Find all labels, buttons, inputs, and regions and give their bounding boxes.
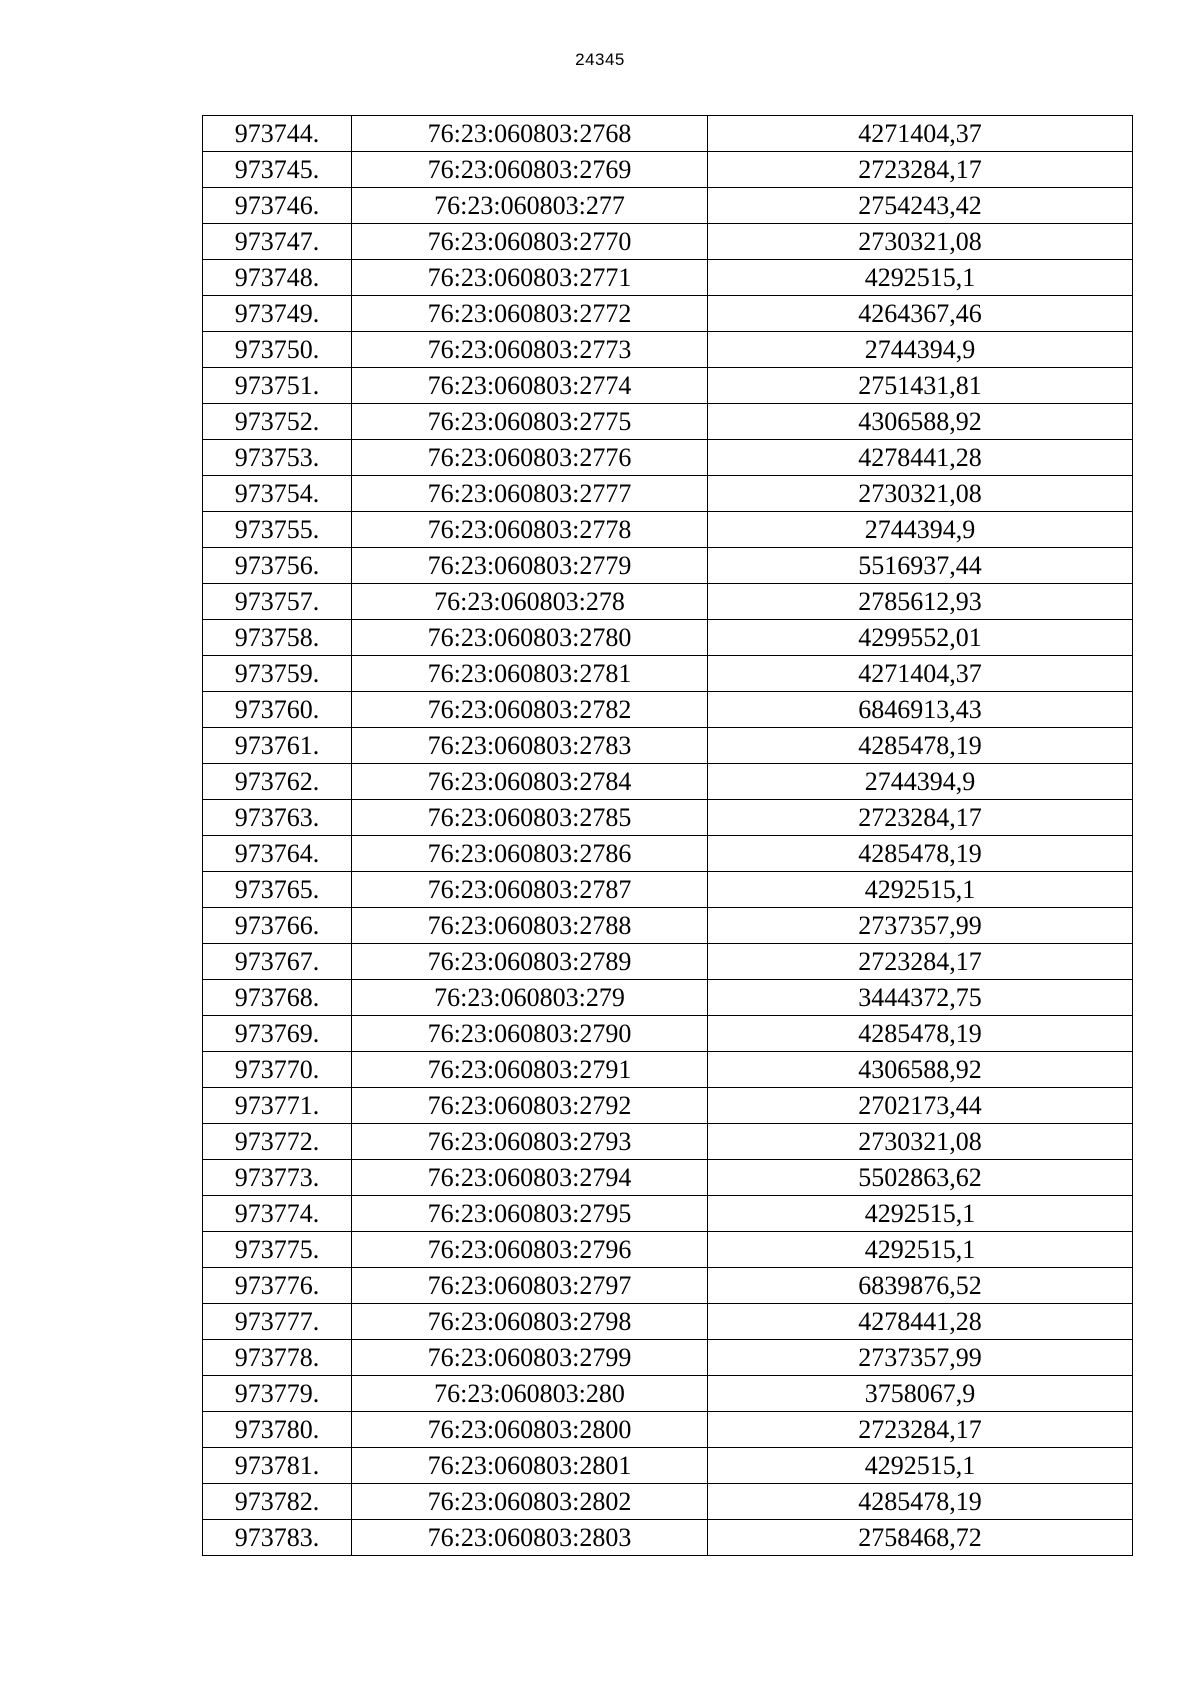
cadastral-number-cell: 76:23:060803:2797 bbox=[352, 1268, 708, 1304]
cadastral-value-table bbox=[202, 115, 1133, 1556]
cadastral-value-cell: 2730321,08 bbox=[708, 224, 1133, 260]
table-row bbox=[203, 584, 1133, 620]
cadastral-number-cell: 76:23:060803:2781 bbox=[352, 656, 708, 692]
cadastral-number-cell: 76:23:060803:2786 bbox=[352, 836, 708, 872]
cadastral-number-cell: 76:23:060803:2792 bbox=[352, 1088, 708, 1124]
cadastral-value-cell: 2737357,99 bbox=[708, 908, 1133, 944]
table-row bbox=[203, 1160, 1133, 1196]
cadastral-number-cell: 76:23:060803:2788 bbox=[352, 908, 708, 944]
table-row bbox=[203, 368, 1133, 404]
cadastral-value-cell: 2744394,9 bbox=[708, 332, 1133, 368]
row-number-cell: 973753. bbox=[203, 440, 352, 476]
table-row bbox=[203, 1088, 1133, 1124]
cadastral-number-cell: 76:23:060803:2779 bbox=[352, 548, 708, 584]
cadastral-number-cell: 76:23:060803:2803 bbox=[352, 1520, 708, 1556]
row-number-cell: 973755. bbox=[203, 512, 352, 548]
row-number-cell: 973778. bbox=[203, 1340, 352, 1376]
cadastral-value-cell: 4271404,37 bbox=[708, 116, 1133, 152]
table-row bbox=[203, 1520, 1133, 1556]
table-row bbox=[203, 1052, 1133, 1088]
row-number-cell: 973757. bbox=[203, 584, 352, 620]
cadastral-value-cell: 4292515,1 bbox=[708, 1448, 1133, 1484]
page-number: 24345 bbox=[575, 50, 625, 69]
row-number-cell: 973762. bbox=[203, 764, 352, 800]
cadastral-value-cell: 4278441,28 bbox=[708, 1304, 1133, 1340]
table-row bbox=[203, 1196, 1133, 1232]
cadastral-value-cell: 4292515,1 bbox=[708, 1232, 1133, 1268]
table-row bbox=[203, 512, 1133, 548]
cadastral-value-cell: 4285478,19 bbox=[708, 1484, 1133, 1520]
table-row bbox=[203, 872, 1133, 908]
row-number-cell: 973752. bbox=[203, 404, 352, 440]
cadastral-number-cell: 76:23:060803:279 bbox=[352, 980, 708, 1016]
table-row bbox=[203, 1016, 1133, 1052]
row-number-cell: 973765. bbox=[203, 872, 352, 908]
table-body bbox=[203, 116, 1133, 1556]
cadastral-number-cell: 76:23:060803:2791 bbox=[352, 1052, 708, 1088]
table-row bbox=[203, 944, 1133, 980]
table-row bbox=[203, 188, 1133, 224]
table-row bbox=[203, 728, 1133, 764]
cadastral-number-cell: 76:23:060803:2772 bbox=[352, 296, 708, 332]
row-number-cell: 973759. bbox=[203, 656, 352, 692]
row-number-cell: 973751. bbox=[203, 368, 352, 404]
cadastral-number-cell: 76:23:060803:2775 bbox=[352, 404, 708, 440]
table-row bbox=[203, 332, 1133, 368]
row-number-cell: 973760. bbox=[203, 692, 352, 728]
cadastral-value-cell: 4292515,1 bbox=[708, 260, 1133, 296]
cadastral-number-cell: 76:23:060803:2768 bbox=[352, 116, 708, 152]
cadastral-value-cell: 2751431,81 bbox=[708, 368, 1133, 404]
table-row bbox=[203, 152, 1133, 188]
cadastral-value-cell: 6839876,52 bbox=[708, 1268, 1133, 1304]
table-row bbox=[203, 1124, 1133, 1160]
cadastral-number-cell: 76:23:060803:2789 bbox=[352, 944, 708, 980]
cadastral-number-cell: 76:23:060803:2796 bbox=[352, 1232, 708, 1268]
row-number-cell: 973746. bbox=[203, 188, 352, 224]
cadastral-value-cell: 6846913,43 bbox=[708, 692, 1133, 728]
table-row bbox=[203, 404, 1133, 440]
table-row bbox=[203, 692, 1133, 728]
cadastral-value-cell: 4299552,01 bbox=[708, 620, 1133, 656]
cadastral-value-cell: 4278441,28 bbox=[708, 440, 1133, 476]
row-number-cell: 973773. bbox=[203, 1160, 352, 1196]
cadastral-number-cell: 76:23:060803:2778 bbox=[352, 512, 708, 548]
row-number-cell: 973783. bbox=[203, 1520, 352, 1556]
row-number-cell: 973770. bbox=[203, 1052, 352, 1088]
cadastral-number-cell: 76:23:060803:280 bbox=[352, 1376, 708, 1412]
table-row bbox=[203, 980, 1133, 1016]
cadastral-number-cell: 76:23:060803:2771 bbox=[352, 260, 708, 296]
cadastral-number-cell: 76:23:060803:2785 bbox=[352, 800, 708, 836]
cadastral-value-cell: 2723284,17 bbox=[708, 800, 1133, 836]
table-row bbox=[203, 1268, 1133, 1304]
cadastral-number-cell: 76:23:060803:2784 bbox=[352, 764, 708, 800]
cadastral-value-cell: 4264367,46 bbox=[708, 296, 1133, 332]
cadastral-value-cell: 2730321,08 bbox=[708, 476, 1133, 512]
table-row bbox=[203, 764, 1133, 800]
table-row bbox=[203, 620, 1133, 656]
cadastral-number-cell: 76:23:060803:2776 bbox=[352, 440, 708, 476]
row-number-cell: 973747. bbox=[203, 224, 352, 260]
cadastral-value-cell: 3444372,75 bbox=[708, 980, 1133, 1016]
cadastral-value-cell: 2730321,08 bbox=[708, 1124, 1133, 1160]
row-number-cell: 973761. bbox=[203, 728, 352, 764]
cadastral-value-cell: 4271404,37 bbox=[708, 656, 1133, 692]
cadastral-value-cell: 2723284,17 bbox=[708, 152, 1133, 188]
cadastral-value-cell: 4285478,19 bbox=[708, 836, 1133, 872]
table-row bbox=[203, 224, 1133, 260]
row-number-cell: 973775. bbox=[203, 1232, 352, 1268]
row-number-cell: 973767. bbox=[203, 944, 352, 980]
table-row bbox=[203, 296, 1133, 332]
cadastral-value-cell: 2785612,93 bbox=[708, 584, 1133, 620]
cadastral-number-cell: 76:23:060803:2794 bbox=[352, 1160, 708, 1196]
cadastral-number-cell: 76:23:060803:2787 bbox=[352, 872, 708, 908]
cadastral-number-cell: 76:23:060803:2777 bbox=[352, 476, 708, 512]
cadastral-value-cell: 2758468,72 bbox=[708, 1520, 1133, 1556]
row-number-cell: 973764. bbox=[203, 836, 352, 872]
cadastral-number-cell: 76:23:060803:2774 bbox=[352, 368, 708, 404]
table-row bbox=[203, 260, 1133, 296]
cadastral-number-cell: 76:23:060803:2799 bbox=[352, 1340, 708, 1376]
table-row bbox=[203, 908, 1133, 944]
cadastral-value-cell: 2744394,9 bbox=[708, 764, 1133, 800]
cadastral-value-cell: 4285478,19 bbox=[708, 1016, 1133, 1052]
row-number-cell: 973774. bbox=[203, 1196, 352, 1232]
cadastral-number-cell: 76:23:060803:2790 bbox=[352, 1016, 708, 1052]
cadastral-number-cell: 76:23:060803:2783 bbox=[352, 728, 708, 764]
table-row bbox=[203, 116, 1133, 152]
cadastral-value-cell: 5502863,62 bbox=[708, 1160, 1133, 1196]
cadastral-number-cell: 76:23:060803:2793 bbox=[352, 1124, 708, 1160]
table-row bbox=[203, 1304, 1133, 1340]
cadastral-number-cell: 76:23:060803:2770 bbox=[352, 224, 708, 260]
row-number-cell: 973748. bbox=[203, 260, 352, 296]
row-number-cell: 973776. bbox=[203, 1268, 352, 1304]
cadastral-number-cell: 76:23:060803:2782 bbox=[352, 692, 708, 728]
row-number-cell: 973763. bbox=[203, 800, 352, 836]
cadastral-number-cell: 76:23:060803:2780 bbox=[352, 620, 708, 656]
row-number-cell: 973768. bbox=[203, 980, 352, 1016]
cadastral-number-cell: 76:23:060803:278 bbox=[352, 584, 708, 620]
table-row bbox=[203, 440, 1133, 476]
row-number-cell: 973756. bbox=[203, 548, 352, 584]
table-row bbox=[203, 548, 1133, 584]
table-row bbox=[203, 800, 1133, 836]
cadastral-value-cell: 4285478,19 bbox=[708, 728, 1133, 764]
cadastral-table-container bbox=[202, 115, 1133, 1556]
row-number-cell: 973744. bbox=[203, 116, 352, 152]
cadastral-number-cell: 76:23:060803:2800 bbox=[352, 1412, 708, 1448]
row-number-cell: 973745. bbox=[203, 152, 352, 188]
row-number-cell: 973758. bbox=[203, 620, 352, 656]
cadastral-value-cell: 2723284,17 bbox=[708, 944, 1133, 980]
table-row bbox=[203, 1484, 1133, 1520]
cadastral-value-cell: 4306588,92 bbox=[708, 1052, 1133, 1088]
row-number-cell: 973754. bbox=[203, 476, 352, 512]
row-number-cell: 973750. bbox=[203, 332, 352, 368]
cadastral-number-cell: 76:23:060803:2801 bbox=[352, 1448, 708, 1484]
cadastral-value-cell: 5516937,44 bbox=[708, 548, 1133, 584]
cadastral-value-cell: 2702173,44 bbox=[708, 1088, 1133, 1124]
row-number-cell: 973772. bbox=[203, 1124, 352, 1160]
cadastral-number-cell: 76:23:060803:277 bbox=[352, 188, 708, 224]
table-row bbox=[203, 476, 1133, 512]
row-number-cell: 973766. bbox=[203, 908, 352, 944]
row-number-cell: 973769. bbox=[203, 1016, 352, 1052]
table-row bbox=[203, 1412, 1133, 1448]
cadastral-value-cell: 2737357,99 bbox=[708, 1340, 1133, 1376]
cadastral-value-cell: 4292515,1 bbox=[708, 1196, 1133, 1232]
cadastral-number-cell: 76:23:060803:2795 bbox=[352, 1196, 708, 1232]
row-number-cell: 973779. bbox=[203, 1376, 352, 1412]
table-row bbox=[203, 836, 1133, 872]
row-number-cell: 973781. bbox=[203, 1448, 352, 1484]
row-number-cell: 973777. bbox=[203, 1304, 352, 1340]
table-row bbox=[203, 1376, 1133, 1412]
cadastral-number-cell: 76:23:060803:2798 bbox=[352, 1304, 708, 1340]
cadastral-number-cell: 76:23:060803:2773 bbox=[352, 332, 708, 368]
table-row bbox=[203, 1232, 1133, 1268]
cadastral-value-cell: 4292515,1 bbox=[708, 872, 1133, 908]
row-number-cell: 973749. bbox=[203, 296, 352, 332]
row-number-cell: 973780. bbox=[203, 1412, 352, 1448]
row-number-cell: 973782. bbox=[203, 1484, 352, 1520]
cadastral-value-cell: 2723284,17 bbox=[708, 1412, 1133, 1448]
row-number-cell: 973771. bbox=[203, 1088, 352, 1124]
cadastral-value-cell: 2744394,9 bbox=[708, 512, 1133, 548]
table-row bbox=[203, 656, 1133, 692]
cadastral-number-cell: 76:23:060803:2802 bbox=[352, 1484, 708, 1520]
cadastral-number-cell: 76:23:060803:2769 bbox=[352, 152, 708, 188]
table-row bbox=[203, 1340, 1133, 1376]
table-row bbox=[203, 1448, 1133, 1484]
cadastral-value-cell: 3758067,9 bbox=[708, 1376, 1133, 1412]
cadastral-value-cell: 2754243,42 bbox=[708, 188, 1133, 224]
cadastral-value-cell: 4306588,92 bbox=[708, 404, 1133, 440]
